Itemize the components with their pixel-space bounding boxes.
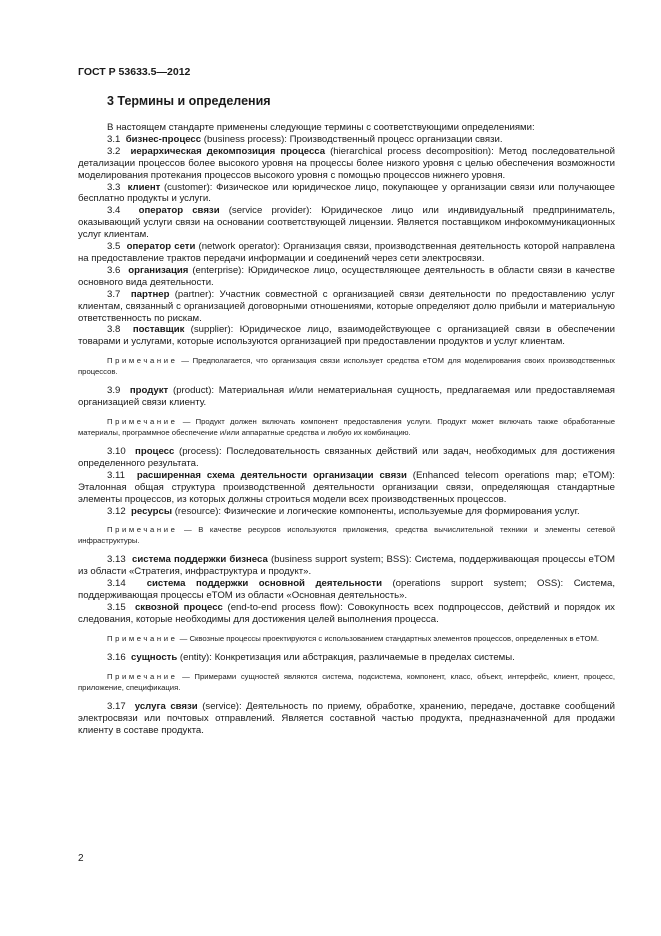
term-paragraph: 3.9 продукт (product): Материальная и/или нематериальная сущность, предлагаемая или предоставляемая организацией связи клиенту.	[78, 385, 615, 409]
term-name: клиент	[127, 181, 161, 193]
term-paragraph: 3.3 клиент (customer): Физическое или юридическое лицо, покупающее у организации связи или получающее бесплатно продукты и услуги.	[78, 181, 615, 205]
term-paragraph: 3.10 процесс (process): Последовательность связанных действий или задач, необходимых для достижения определенного результата.	[78, 446, 615, 469]
term-paragraph: 3.7 партнер (partner): Участник совместной с организацией связи деятельности по предоставлению услуг клиентам, связанный с организацией договорными отношениями, которые определяют долю прибыли и материальную ответственность по рискам.	[78, 288, 615, 324]
term-name: организация	[128, 264, 189, 276]
term-paragraph: 3.16 сущность (entity): Конкретизация или абстракция, различаемые в пределах системы.	[107, 652, 515, 664]
note-paragraph: Примечание — Примерами сущностей являются система, подсистема, компонент, класс, объект, интерфейс, клиент, процесс, приложение, спецификация.	[78, 672, 615, 692]
term-name: продукт	[129, 385, 169, 397]
term-paragraph: 3.13 система поддержки бизнеса (business support system; BSS): Система, поддерживающая процессы eTOM из области «Стратегия, инфраструктура и продукт».	[78, 554, 615, 578]
term-name: ресурсы	[131, 505, 173, 517]
document-header: ГОСТ Р 53633.5—2012	[78, 66, 191, 78]
term-paragraph: 3.14 система поддержки основной деятельности (operations support system; OSS): Система, поддерживающая процессы eTOM из области «Основная деятельность».	[78, 578, 615, 602]
term-name: партнер	[130, 288, 170, 300]
term-name: расширенная схема деятельности организации связи	[136, 469, 407, 481]
term-name: поставщик	[132, 324, 185, 336]
note-paragraph: Примечание — Сквозные процессы проектируются с использованием стандартных элементов процессов, определенных в eTOM.	[107, 633, 600, 643]
note-paragraph: Примечание — Продукт должен включать компонент предоставления услуги. Продукт может включать также обработанные материалы, программное обеспечение и/или аппаратные средства и любую их комбинацию.	[78, 417, 615, 437]
note-paragraph: Примечание — В качестве ресурсов используются приложения, средства вычислительной техники и элементы сетевой инфраструктуры.	[78, 525, 615, 545]
term-name: система поддержки основной деятельности	[146, 578, 382, 590]
term-paragraph: 3.17 услуга связи (service): Деятельность по приему, обработке, хранению, передаче, доставке сообщений электросвязи или почтовых отправлений. Является составной частью продукта, предназначенной для продажи клиенту в составе продукта.	[78, 701, 615, 737]
term-paragraph: 3.11 расширенная схема деятельности организации связи (Enhanced telecom operations map; eTOM): Эталонная общая структура производственной деятельности организации связи, определяющая стандартные элементы процессов, из которых должны строиться модели всех производственных процессов.	[78, 469, 615, 505]
terms-content	[78, 122, 615, 737]
term-paragraph: 3.8 поставщик (supplier): Юридическое лицо, взаимодействующее с организацией связи в обеспечении товарами и услугами, которые используются организацией при предоставлении продуктов и услуг клиентам.	[78, 324, 615, 348]
term-paragraph: 3.6 организация (enterprise): Юридическое лицо, осуществляющее деятельность в области связи в качестве основного вида деятельности.	[78, 264, 615, 288]
intro-paragraph: В настоящем стандарте применены следующие термины с соответствующими определениями:	[107, 122, 535, 133]
term-paragraph: 3.4 оператор связи (service provider): Юридическое лицо или индивидуальный предприниматель, оказывающий услуги связи на основании соответствующей лицензии. Является поставщиком инфокоммуникационных услуг клиентам.	[78, 205, 615, 241]
note-paragraph: Примечание — Предполагается, что организация связи использует средства eTOM для моделирования своих производственных процессов.	[78, 356, 615, 376]
term-name: услуга связи	[134, 701, 198, 713]
term-name: сквозной процесс	[134, 602, 223, 614]
term-paragraph: 3.12 ресурсы (resource): Физические и логические компоненты, используемые для формирования услуг.	[107, 505, 580, 517]
term-name: бизнес-процесс	[125, 133, 202, 145]
term-paragraph: 3.5 оператор сети (network operator): Организация связи, производственная деятельность которой направлена на предоставление трактов передачи информации и соединений через сети электросвязи.	[78, 241, 615, 264]
term-name: сущность	[131, 652, 178, 664]
section-title: 3 Термины и определения	[107, 94, 271, 108]
term-name: система поддержки бизнеса	[132, 554, 268, 566]
term-name: оператор сети	[126, 241, 196, 253]
term-paragraph: 3.1 бизнес-процесс (business process): Производственный процесс организации связи.	[107, 133, 503, 145]
term-name: оператор связи	[138, 205, 220, 217]
term-name: иерархическая декомпозиция процесса	[130, 145, 326, 157]
term-paragraph: 3.15 сквозной процесс (end-to-end process flow): Совокупность всех подпроцессов, действий и порядок их следования, которые необходимы для достижения целей выполнения процесса.	[78, 602, 615, 625]
term-paragraph: 3.2 иерархическая декомпозиция процесса (hierarchical process decomposition): Метод последовательной детализации процессов более высокого уровня на процессы более низкого уровня с целью обеспечения возможности моделирования протекания процессов высокого уровня с помощью процессов нижнего уровня.	[78, 145, 615, 181]
term-name: процесс	[135, 446, 175, 458]
page-number: 2	[78, 853, 84, 864]
